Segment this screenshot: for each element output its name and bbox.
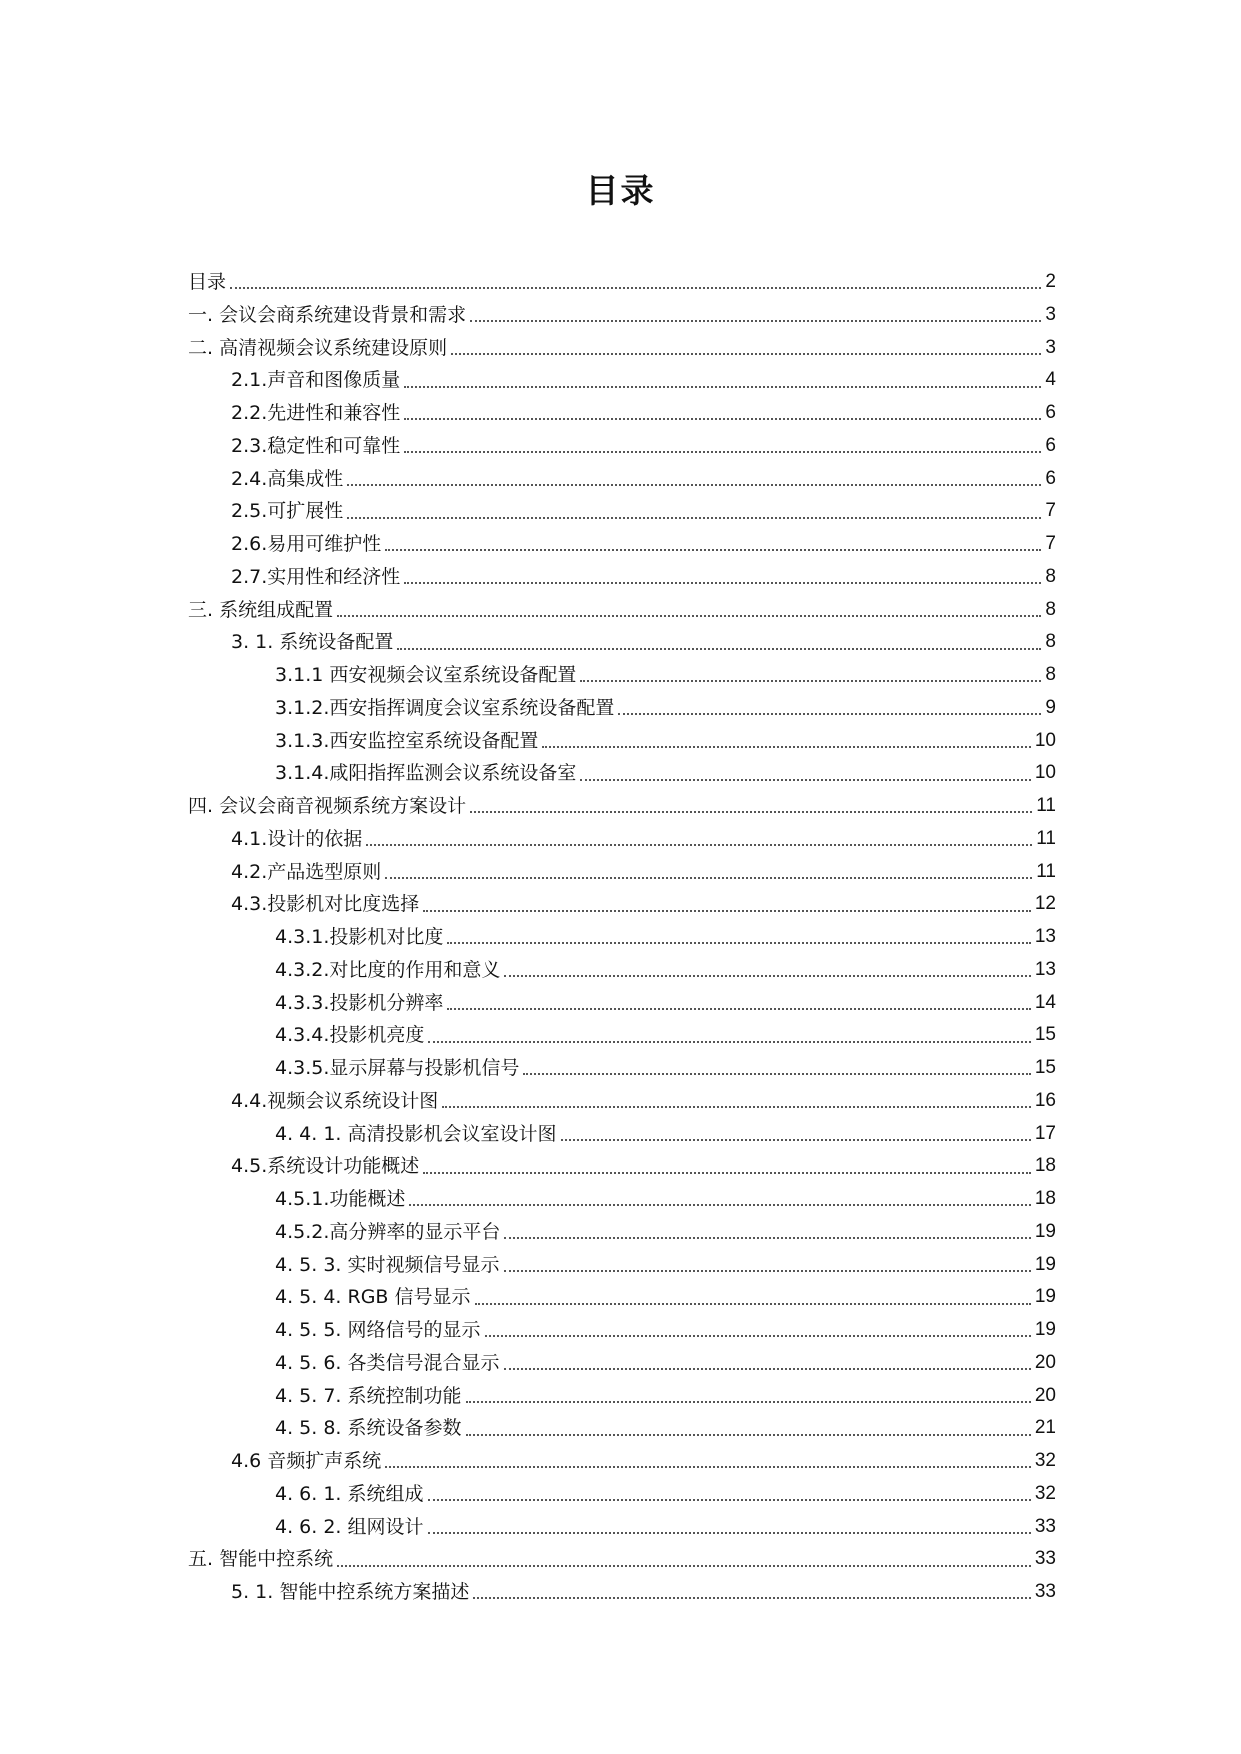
dot-leader (470, 320, 1041, 322)
toc-entry-page-number: 16 (1034, 1089, 1056, 1111)
toc-entry[interactable] (188, 1478, 1056, 1511)
toc-entry-label: 4.5.2.高分辨率的显示平台 (275, 1220, 501, 1243)
toc-entry[interactable] (188, 1281, 1056, 1314)
toc-entry[interactable] (188, 1445, 1056, 1478)
toc-entry-page-number: 33 (1034, 1581, 1056, 1602)
dot-leader (466, 1434, 1031, 1436)
toc-entry-label: 4. 5. 7. 系统控制功能 (275, 1384, 462, 1407)
dot-leader (337, 1565, 1031, 1567)
dot-leader (366, 844, 1032, 846)
toc-entry-page-number: 19 (1034, 1286, 1056, 1308)
toc-entry-page-number: 14 (1034, 991, 1056, 1013)
toc-entry[interactable] (188, 1412, 1056, 1445)
toc-entry-label: 4.6 音频扩声系统 (231, 1450, 382, 1472)
toc-entry[interactable] (188, 397, 1056, 430)
toc-entry[interactable] (188, 1216, 1056, 1249)
toc-entry-page-number: 8 (1045, 565, 1056, 587)
toc-entry[interactable] (188, 757, 1056, 790)
toc-entry-page-number: 6 (1045, 434, 1056, 456)
toc-entry[interactable] (188, 1511, 1056, 1544)
toc-entry-label: 3.1.3.西安监控室系统设备配置 (275, 729, 539, 752)
toc-entry-label: 2.6.易用可维护性 (231, 533, 382, 555)
toc-entry-page-number: 6 (1045, 402, 1056, 423)
toc-entry-label: 二. 高清视频会议系统建设原则 (188, 336, 448, 359)
toc-entry[interactable] (188, 495, 1056, 528)
toc-entry[interactable] (188, 1314, 1056, 1347)
dot-leader (447, 1008, 1030, 1010)
toc-entry-page-number: 17 (1034, 1122, 1056, 1144)
toc-entry[interactable] (188, 790, 1056, 823)
page-title: 目录 (585, 171, 656, 210)
toc-entry-label: 四. 会议会商音视频系统方案设计 (188, 795, 467, 817)
dot-leader (466, 1401, 1031, 1403)
toc-entry-page-number: 19 (1034, 1253, 1056, 1275)
dot-leader (385, 877, 1032, 879)
toc-entry-label: 4.3.4.投影机亮度 (275, 1024, 425, 1047)
toc-entry-page-number: 6 (1045, 467, 1056, 489)
dot-leader (347, 484, 1041, 486)
toc-entry-page-number: 3 (1045, 303, 1056, 325)
toc-entry[interactable] (188, 1543, 1056, 1576)
toc-entry-page-number: 7 (1045, 533, 1056, 554)
toc-entry[interactable] (188, 1183, 1056, 1216)
toc-entry-page-number: 3 (1045, 336, 1056, 358)
toc-entry-label: 4.4.视频会议系统设计图 (231, 1089, 439, 1112)
toc-entry[interactable] (188, 888, 1056, 921)
toc-entry-label: 4.1.设计的依据 (231, 827, 363, 850)
toc-entry-label: 4. 5. 4. RGB 信号显示 (275, 1286, 471, 1309)
toc-entry[interactable] (188, 987, 1056, 1020)
toc-entry-label: 4.5.系统设计功能概述 (231, 1155, 420, 1178)
dot-leader (404, 418, 1041, 420)
dot-leader (561, 1139, 1031, 1141)
toc-entry-page-number: 33 (1034, 1515, 1056, 1537)
toc-entry[interactable] (188, 692, 1056, 725)
dot-leader (442, 1106, 1031, 1108)
toc-entry-page-number: 13 (1034, 958, 1056, 980)
toc-entry-label: 五. 智能中控系统 (188, 1548, 334, 1571)
toc-entry-page-number: 33 (1034, 1548, 1056, 1570)
dot-leader (337, 615, 1041, 617)
dot-leader (504, 1270, 1031, 1272)
dot-leader (409, 1204, 1030, 1206)
toc-entry-label: 4. 6. 1. 系统组成 (275, 1482, 424, 1505)
toc-entry-page-number: 11 (1036, 795, 1056, 816)
toc-entry-label: 3.1.4.咸阳指挥监测会议系统设备室 (275, 762, 577, 785)
toc-entry-page-number: 18 (1034, 1188, 1056, 1209)
toc-entry[interactable] (188, 1380, 1056, 1413)
toc-entry-page-number: 19 (1034, 1319, 1056, 1340)
dot-leader (473, 1597, 1031, 1599)
toc-entry[interactable] (188, 594, 1056, 627)
dot-leader (423, 910, 1031, 912)
toc-entry-label: 2.1.声音和图像质量 (231, 369, 401, 392)
toc-entry[interactable] (188, 266, 1056, 299)
toc-entry-label: 4.5.1.功能概述 (275, 1188, 406, 1210)
toc-entry-label: 4.3.5.显示屏幕与投影机信号 (275, 1057, 520, 1079)
toc-entry-page-number: 10 (1034, 729, 1056, 751)
toc-entry-label: 4. 4. 1. 高清投影机会议室设计图 (275, 1122, 557, 1145)
toc-entry-page-number: 7 (1045, 500, 1056, 522)
toc-entry-label: 3.1.1 西安视频会议室系统设备配置 (275, 664, 577, 686)
dot-leader (397, 648, 1041, 650)
dot-leader (504, 1237, 1030, 1239)
toc-entry-page-number: 12 (1034, 893, 1056, 915)
dot-leader (404, 582, 1041, 584)
toc-entry[interactable] (188, 1150, 1056, 1183)
toc-entry-label: 4. 5. 8. 系统设备参数 (275, 1417, 462, 1440)
toc-entry-label: 4. 5. 3. 实时视频信号显示 (275, 1253, 500, 1276)
toc-entry-page-number: 20 (1034, 1351, 1056, 1373)
toc-entry-label: 4.3.投影机对比度选择 (231, 893, 420, 916)
toc-entry-label: 2.3.稳定性和可靠性 (231, 434, 401, 457)
toc-entry[interactable] (188, 1052, 1056, 1085)
dot-leader (404, 451, 1041, 453)
toc-entry[interactable] (188, 659, 1056, 692)
toc-entry[interactable] (188, 1576, 1056, 1609)
dot-leader (447, 942, 1030, 944)
toc-entry-page-number: 2 (1045, 271, 1056, 292)
dot-leader (423, 1172, 1031, 1174)
toc-entry[interactable] (188, 364, 1056, 397)
toc-entry[interactable] (188, 856, 1056, 889)
toc-entry-label: 4. 5. 6. 各类信号混合显示 (275, 1351, 500, 1374)
toc-entry-label: 三. 系统组成配置 (188, 598, 334, 621)
toc-entry[interactable] (188, 463, 1056, 496)
dot-leader (470, 811, 1032, 813)
toc-entry-page-number: 32 (1034, 1450, 1056, 1471)
toc-entry[interactable] (188, 430, 1056, 463)
toc-entry-page-number: 15 (1034, 1024, 1056, 1046)
dot-leader (504, 1368, 1031, 1370)
dot-leader (451, 353, 1041, 355)
dot-leader (404, 386, 1041, 388)
toc-entry-label: 2.7.实用性和经济性 (231, 565, 401, 588)
toc-entry[interactable] (188, 725, 1056, 758)
toc-entry[interactable] (188, 299, 1056, 332)
toc-entry[interactable] (188, 561, 1056, 594)
toc-entry[interactable] (188, 1347, 1056, 1380)
toc-entry-page-number: 32 (1034, 1482, 1056, 1504)
toc-entry-page-number: 18 (1034, 1155, 1056, 1177)
toc-entry-page-number: 19 (1034, 1220, 1056, 1242)
dot-leader (385, 1466, 1031, 1468)
toc-entry-page-number: 13 (1034, 926, 1056, 947)
dot-leader (485, 1335, 1031, 1337)
toc-entry-page-number: 21 (1034, 1417, 1056, 1439)
dot-leader (542, 746, 1030, 748)
toc-entry-label: 2.4.高集成性 (231, 467, 344, 490)
toc-entry[interactable] (188, 626, 1056, 659)
toc-entry-label: 5. 1. 智能中控系统方案描述 (231, 1581, 470, 1603)
toc-entry-label: 4.3.2.对比度的作用和意义 (275, 958, 501, 981)
dot-leader (428, 1499, 1031, 1501)
dot-leader (580, 779, 1030, 781)
toc-entry[interactable] (188, 1019, 1056, 1052)
toc-entry-label: 3. 1. 系统设备配置 (231, 631, 394, 654)
toc-entry[interactable] (188, 1085, 1056, 1118)
toc-entry[interactable] (188, 528, 1056, 561)
toc-entry-page-number: 10 (1034, 762, 1056, 784)
toc-entry-page-number: 11 (1036, 827, 1056, 849)
toc-entry[interactable] (188, 332, 1056, 365)
dot-leader (347, 517, 1041, 519)
dot-leader (580, 680, 1041, 682)
toc-entry-page-number: 20 (1034, 1384, 1056, 1406)
toc-entry-label: 4. 6. 2. 组网设计 (275, 1515, 424, 1538)
toc-entry[interactable] (188, 1249, 1056, 1282)
toc-entry[interactable] (188, 823, 1056, 856)
toc-entry-label: 4.3.3.投影机分辨率 (275, 991, 444, 1014)
toc-entry-label: 2.5.可扩展性 (231, 500, 344, 523)
toc-entry-page-number: 8 (1045, 664, 1056, 685)
toc-entry-page-number: 8 (1045, 631, 1056, 653)
dot-leader (504, 975, 1030, 977)
table-of-contents (188, 266, 1056, 1609)
toc-entry-page-number: 15 (1034, 1057, 1056, 1078)
toc-entry-page-number: 9 (1045, 696, 1056, 718)
toc-entry-label: 3.1.2.西安指挥调度会议室系统设备配置 (275, 696, 615, 719)
toc-entry[interactable] (188, 921, 1056, 954)
toc-entry-label: 4. 5. 5. 网络信号的显示 (275, 1319, 481, 1341)
toc-entry-page-number: 4 (1045, 369, 1056, 391)
toc-entry[interactable] (188, 954, 1056, 987)
toc-entry-page-number: 8 (1045, 598, 1056, 620)
toc-entry-label: 目录 (188, 271, 227, 293)
dot-leader (475, 1303, 1031, 1305)
dot-leader (618, 713, 1041, 715)
toc-entry-label: 2.2.先进性和兼容性 (231, 402, 401, 424)
dot-leader (428, 1532, 1031, 1534)
toc-entry-label: 一. 会议会商系统建设背景和需求 (188, 303, 467, 326)
dot-leader (428, 1041, 1030, 1043)
toc-entry-label: 4.3.1.投影机对比度 (275, 926, 444, 948)
toc-entry-page-number: 11 (1036, 860, 1056, 882)
toc-entry[interactable] (188, 1118, 1056, 1151)
toc-entry-label: 4.2.产品选型原则 (231, 860, 382, 883)
dot-leader (385, 549, 1041, 551)
dot-leader (230, 287, 1041, 289)
dot-leader (523, 1073, 1030, 1075)
